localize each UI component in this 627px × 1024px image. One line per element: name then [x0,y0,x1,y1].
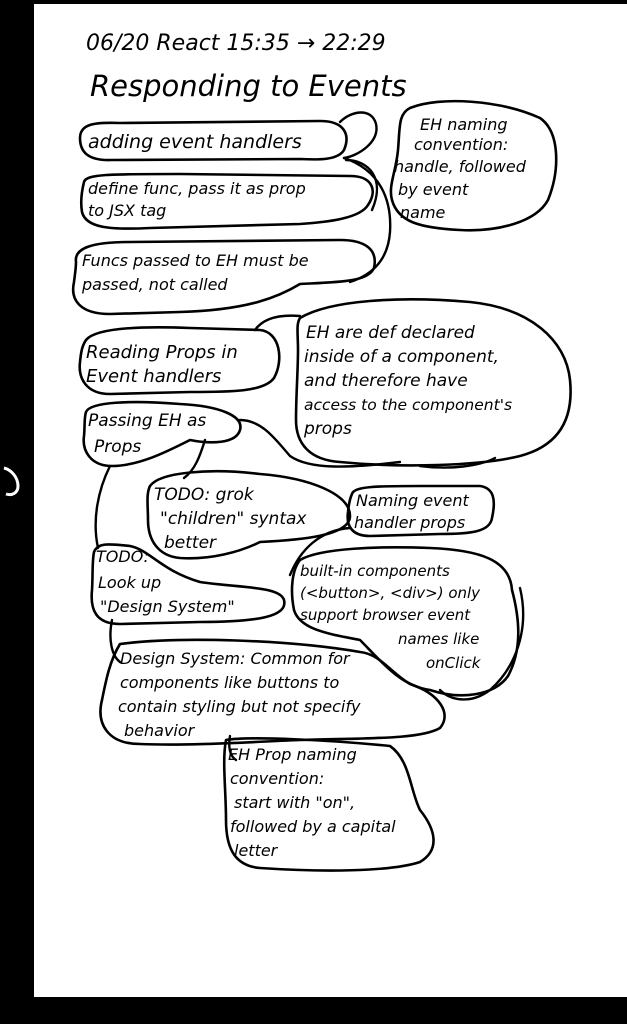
eh-declared-text: EH are def declared inside of a component, and therefore have access to the component's props [304,323,513,439]
passing-eh-text: Passing EH as Props [88,411,207,457]
design-system-text: Design System: Common for components like buttons to contain styling but not specify behavior [118,649,361,740]
naming-event-props-text: Naming event handler props [354,491,469,532]
page-hole-mark [4,468,18,495]
todo-design-text: TODO: Look up "Design System" [96,547,235,616]
date-line: 06/20 React 15:35 → 22:29 [86,31,386,56]
adding-handlers-text: adding event handlers [88,131,302,153]
page-title: Responding to Events [90,69,407,103]
builtin-text: built-in components (<button>, <div>) only support browser event names like onClick [300,562,481,672]
eh-naming-text: EH naming convention: handle, followed by event name [394,115,526,222]
eh-prop-naming-text: EH Prop naming convention: start with "on", followed by a capital letter [228,745,396,860]
todo-children-text: TODO: grok "children" syntax better [154,485,307,553]
define-func-text: define func, pass it as prop to JSX tag [88,179,306,220]
funcs-passed-text: Funcs passed to EH must be passed, not called [82,251,309,294]
reading-props-text: Reading Props in Event handlers [86,342,238,387]
